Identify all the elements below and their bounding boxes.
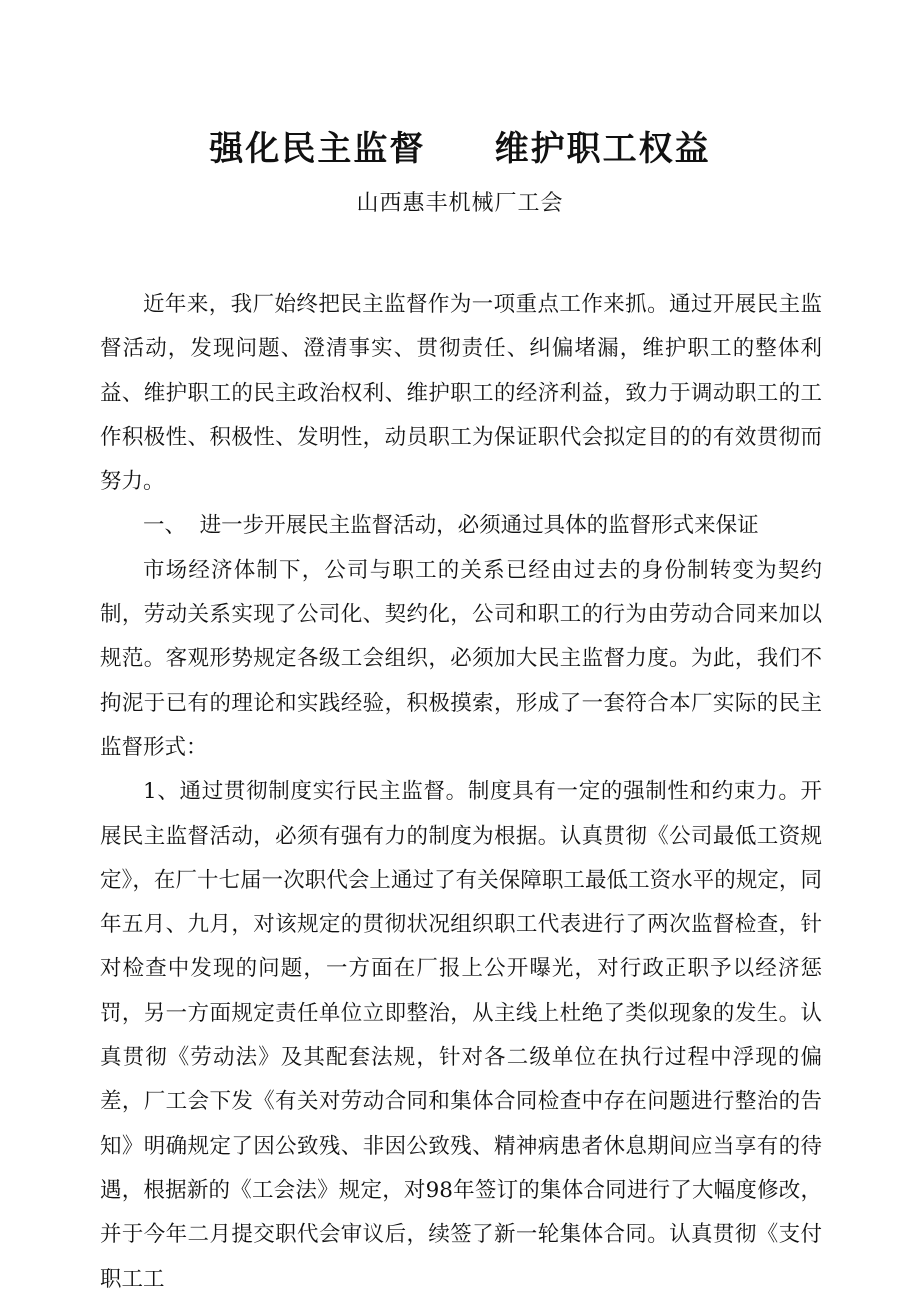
document-title: 强化民主监督 维护职工权益 [209,128,711,169]
paragraph-market-economy: 市场经济体制下，公司与职工的关系已经由过去的身份制转变为契约制，劳动关系实现了公司化、契约化，公司和职工的行为由劳动合同来加以规范。客观形势规定各级工会组织，必须加大民主监督力度。为此，我们不拘泥于已有的理论和实践经验，积极摸索，形成了一套符合本厂实际的民主监督形式： [100,557,822,760]
document-author: 山西惠丰机械厂工会 [356,191,564,216]
document-body [100,283,822,1302]
paragraph-intro: 近年来，我厂始终把民主监督作为一项重点工作来抓。通过开展民主监督活动，发现问题、澄清事实、贯彻责任、纠偏堵漏，维护职工的整体利益、维护职工的民主政治权利、维护职工的经济利益，致力于调动职工的工作积极性、积极性、发明性，动员职工为保证职代会拟定目的的有效贯彻而努力。 [100,292,822,495]
section-heading-1: 一、 进一步开展民主监督活动，必须通过具体的监督形式来保证 [143,513,759,539]
paragraph-item-1: 1、通过贯彻制度实行民主监督。制度具有一定的强制性和约束力。开展民主监督活动，必须有强有力的制度为根据。认真贯彻《公司最低工资规定》，在厂十七届一次职代会上通过了有关保障职工最低工资水平的规定，同年五月、九月，对该规定的贯彻状况组织职工代表进行了两次监督检查，针对检查中发现的问题，一方面在厂报上公开曝光，对行政正职予以经济惩罚，另一方面规定责任单位立即整治，从主线上杜绝了类似现象的发生。认真贯彻《劳动法》及其配套法规，针对各二级单位在执行过程中浮现的偏差，厂工会下发《有关对劳动合同和集体合同检查中存在问题进行整治的告知》明确规定了因公致残、非因公致残、精神病患者休息期间应当享有的待遇，根据新的《工会法》规定，对98年签订的集体合同进行了大幅度修改，并于今年二月提交职代会审议后，续签了新一轮集体合同。认真贯彻《支付职工工 [100,779,822,1292]
